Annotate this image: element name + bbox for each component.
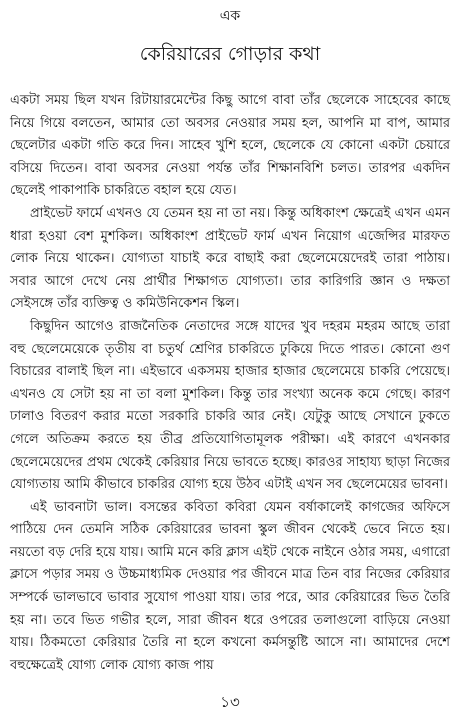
paragraph: এই ভাবনাটা ভাল। বসন্তের কবিতা কবিরা যেমন বর্ষাকালেই কাগজের অফিসে পাঠিয়ে দেন তেমনি সঠিক কেরিয়ারের ভাবনা স্কুল জীবন থেকেই ভেবে নিতে হয়। নয়তো বড় দেরি হয়ে যায়। আমি মনে করি ক্লাস এইট থেকে নাইনে ওঠার সময়, এগারো ক্লাসে পড়ার সময় ও উচ্চমাধ্যমিক দেওয়ার পর জীবনে মাত্র তিন বার নিজের কেরিয়ার সম্পর্কে ভালভাবে ভাবার সুযোগ পাওয়া যায়। তার পরে, আর কেরিয়ারের ভিত তৈরি হয় না। তবে ভিত গভীর হলে, সারা জীবন ধরে ওপরের তলাগুলো বাড়িয়ে নেওয়া যায়। ঠিকমতো কেরিয়ার তৈরি না হলে কখনো কর্মসন্তুষ্টি আসে না। আমাদের দেশে বহুক্ষেত্রেই যোগ্য লোক যোগ্য কাজ পায় bbox=[10, 499, 450, 673]
body-text bbox=[10, 90, 450, 677]
chapter-title: কেরিয়ারের গোড়ার কথা bbox=[139, 43, 321, 65]
paragraph: একটা সময় ছিল যখন রিটায়ারমেন্টের কিছু আগে বাবা তাঁর ছেলেকে সাহেবের কাছে নিয়ে গিয়ে বলতেন, আমার তো অবসর নেওয়ার সময় হল, আপনি মা বাপ, আমার ছেলেটার একটা গতি করে দিন। সাহেব খুশি হলে, ছেলেকে যে কোনো একটা চেয়ারে বসিয়ে দিতেন। বাবা অবসর নেওয়া পর্যন্ত তাঁর শিক্ষানবিশি চলত। তারপর একদিন ছেলেই পাকাপাকি চাকরিতে বহাল হয়ে যেত। bbox=[10, 93, 450, 199]
paragraph: প্রাইভেট ফার্মে এখনও যে তেমন হয় না তা নয়। কিন্তু অধিকাংশ ক্ষেত্রেই এখন এমন ধারা হওয়া বেশ মুশকিল। অধিকাংশ প্রাইভেট ফার্ম এখন নিয়োগ এজেন্সির মারফত লোক নিয়ে থাকেন। যোগ্যতা যাচাই করে বাছাই করা ছেলেমেয়েদেরই তারা পাঠায়। সবার আগে দেখে নেয় প্রার্থীর শিক্ষাগত যোগ্যতা। তার কারিগরি জ্ঞান ও দক্ষতা সেইসঙ্গে তাঁর ব্যক্তিত্ব ও কমিউনিকেশন স্কিল। bbox=[10, 205, 450, 312]
paragraph: কিছুদিন আগেও রাজনৈতিক নেতাদের সঙ্গে যাদের খুব দহরম মহরম আছে তারা বহু ছেলেমেয়েকে তৃতীয় বা চতুর্থ শ্রেণির চাকরিতে ঢুকিয়ে দিতে পারত। কোনো গুণ বিচারের বালাই ছিল না। এইভাবে একসময় হাজার হাজার ছেলেমেয়ে চাকরি পেয়েছে। এখনও যে সেটা হয় না তা বলা মুশকিল। কিন্তু তার সংখ্যা অনেক কমে গেছে। কারণ ঢালাও বিতরণ করার মতো সরকারি চাকরি আর নেই। যেটুকু আছে সেখানে ঢুকতে গেলে অতিক্রম করতে হয় তীব্র প্রতিযোগিতামূলক পরীক্ষা। এই কারণে এখনকার ছেলেমেয়েদের প্রথম থেকেই কেরিয়ার নিয়ে ভাবতে হচ্ছে। কারওর সাহায্য ছাড়া নিজের যোগ্যতায় আমি কীভাবে চাকরির যোগ্য হয়ে উঠব এটাই এখন সব ছেলেমেয়ের ভাবনা। bbox=[10, 318, 450, 493]
page-number: ১৩ bbox=[220, 693, 240, 711]
chapter-number: এক bbox=[219, 8, 241, 24]
